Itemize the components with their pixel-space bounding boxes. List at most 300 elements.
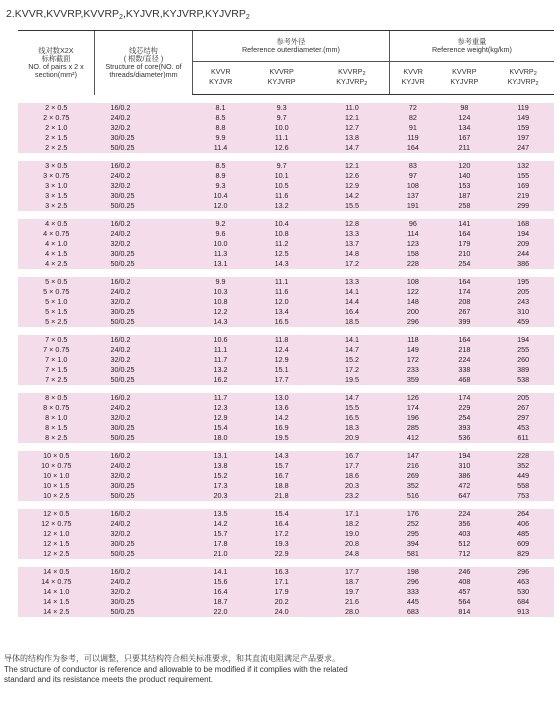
wt-kvvr-cell: 445 (389, 597, 436, 607)
pairs-section-cell: 2 × 0.5 (18, 103, 95, 113)
pairs-section-cell: 5 × 2.5 (18, 317, 95, 327)
pairs-section-cell: 5 × 0.5 (18, 277, 95, 287)
od-kvvrp-cell: 16.7 (249, 471, 315, 481)
pairs-section-header: 线对数X2X 标称截面 NO. of pairs x 2 x section(mm²) (18, 31, 95, 95)
pairs-section-cell: 14 × 0.5 (18, 567, 95, 577)
wt-kvvrp-cell: 647 (436, 491, 492, 501)
structure-cell: 24/0.2 (95, 345, 193, 355)
od-kvvrp2-cell: 16.4 (315, 307, 390, 317)
wt-kvvr-cell: 269 (389, 471, 436, 481)
od-kvvr-cell: 14.1 (193, 567, 249, 577)
table-row (18, 539, 554, 549)
table-row (18, 375, 554, 385)
structure-cell: 32/0.2 (95, 471, 193, 481)
wt-kvvr-cell: 108 (389, 277, 436, 287)
structure-cell: 24/0.2 (95, 171, 193, 181)
od-kvvrp2-cell: 17.2 (315, 365, 390, 375)
od-kvvr-cell: 10.8 (193, 297, 249, 307)
od-kvvrp-cell: 13.0 (249, 393, 315, 403)
wt-kvvr-cell: 118 (389, 335, 436, 345)
table-row (18, 103, 554, 113)
od-kvvrp-cell: 11.6 (249, 191, 315, 201)
pairs-section-cell: 14 × 0.75 (18, 577, 95, 587)
wt-kvvrp-cell: 536 (436, 433, 492, 443)
table-row (18, 509, 554, 519)
structure-cell: 24/0.2 (95, 519, 193, 529)
wt-kvvr-cell: 333 (389, 587, 436, 597)
table-row (18, 393, 554, 403)
structure-cell: 30/0.25 (95, 423, 193, 433)
wt-kvvr-cell: 394 (389, 539, 436, 549)
table-row (18, 317, 554, 327)
wt-kvvrp2-cell: 243 (492, 297, 554, 307)
od-kvvrp-cell: 24.0 (249, 607, 315, 617)
wt-kvvrp-cell: 208 (436, 297, 492, 307)
pairs-section-cell: 3 × 1.5 (18, 191, 95, 201)
od-kvvr-cell: 17.3 (193, 481, 249, 491)
wt-kvvr-cell: 228 (389, 259, 436, 269)
structure-cell: 32/0.2 (95, 529, 193, 539)
pairs-section-cell: 7 × 1.5 (18, 365, 95, 375)
wt-kvvrp-cell: 224 (436, 355, 492, 365)
od-kvvrp2-cell: 14.4 (315, 297, 390, 307)
wt-kvvr-cell: 164 (389, 143, 436, 153)
od-kvvrp2-cell: 14.7 (315, 393, 390, 403)
structure-cell: 50/0.25 (95, 375, 193, 385)
od-kvvrp2-cell: 13.7 (315, 239, 390, 249)
od-kvvr-cell: 12.0 (193, 201, 249, 211)
table-row (18, 577, 554, 587)
od-kvvr-cell: 14.3 (193, 317, 249, 327)
od-kvvr-cell: 11.4 (193, 143, 249, 153)
od-kvvrp2-cell: 19.5 (315, 375, 390, 385)
od-kvvr-cell: 16.2 (193, 375, 249, 385)
table-row (18, 161, 554, 171)
table-row (18, 345, 554, 355)
pairs-section-cell: 8 × 0.5 (18, 393, 95, 403)
pairs-section-cell: 5 × 0.75 (18, 287, 95, 297)
wt-kvvrp-cell: 408 (436, 577, 492, 587)
table-row (18, 249, 554, 259)
od-kvvrp2-cell: 20.8 (315, 539, 390, 549)
pairs-section-cell: 2 × 0.75 (18, 113, 95, 123)
wt-kvvrp-cell: 399 (436, 317, 492, 327)
od-kvvrp-cell: 19.3 (249, 539, 315, 549)
table-row (18, 413, 554, 423)
od-kvvrp2-cell: 21.6 (315, 597, 390, 607)
structure-cell: 32/0.2 (95, 355, 193, 365)
structure-cell: 16/0.2 (95, 219, 193, 229)
table-row (18, 365, 554, 375)
wt-kvvrp2-cell: 155 (492, 171, 554, 181)
od-kvvrp2-cell: 17.7 (315, 461, 390, 471)
wt-kvvrp2-cell: 149 (492, 113, 554, 123)
footnote: 导体的结构作为参考，可以调整，只要其结构符合相关标准要求，和其直流电阻满足产品要求。 The structure of conductor is reference and allowable to be modified if it complies with the related standard and its resistance meets the product requirement. (4, 654, 348, 684)
pairs-section-cell: 14 × 1.5 (18, 597, 95, 607)
od-kvvrp2-cell: 12.9 (315, 181, 390, 191)
od-kvvrp-cell: 17.9 (249, 587, 315, 597)
table-row (18, 239, 554, 249)
od-kvvrp-cell: 13.6 (249, 403, 315, 413)
wt-kvvrp2-cell: 119 (492, 103, 554, 113)
group-spacer (18, 559, 554, 567)
table-row (18, 607, 554, 617)
od-kvvr-cell: 13.8 (193, 461, 249, 471)
od-kvvrp-cell: 9.7 (249, 113, 315, 123)
pairs-section-cell: 10 × 1.0 (18, 471, 95, 481)
wt-kvvrp-cell: 134 (436, 123, 492, 133)
wt-kvvrp-cell: 140 (436, 171, 492, 181)
wt-kvvr-cell: 97 (389, 171, 436, 181)
wt-kvvr-cell: 196 (389, 413, 436, 423)
od-kvvrp2-cell: 14.1 (315, 287, 390, 297)
od-kvvrp2-cell: 15.5 (315, 201, 390, 211)
structure-cell: 32/0.2 (95, 181, 193, 191)
wt-kvvrp-cell: 246 (436, 567, 492, 577)
od-kvvrp2-cell: 11.0 (315, 103, 390, 113)
od-kvvr-cell: 9.3 (193, 181, 249, 191)
wt-kvvrp2-cell: 132 (492, 161, 554, 171)
table-row (18, 181, 554, 191)
od-kvvrp2-cell: 15.5 (315, 403, 390, 413)
table-row (18, 191, 554, 201)
od-kvvrp-cell: 18.8 (249, 481, 315, 491)
structure-cell: 32/0.2 (95, 123, 193, 133)
od-kvvrp-cell: 20.2 (249, 597, 315, 607)
od-kvvr-cell: 11.7 (193, 355, 249, 365)
od-kvvrp-cell: 11.1 (249, 133, 315, 143)
wt-kvvrp-cell: 224 (436, 509, 492, 519)
od-kvvrp2-cell: 18.3 (315, 423, 390, 433)
table-row (18, 277, 554, 287)
table-row (18, 491, 554, 501)
wt-kvvr-cell: 149 (389, 345, 436, 355)
od-kvvrp-cell: 9.7 (249, 161, 315, 171)
od-kvvr-cell: 8.1 (193, 103, 249, 113)
od-kvvrp-cell: 15.4 (249, 509, 315, 519)
wt-kvvrp-cell: 814 (436, 607, 492, 617)
wt-kvvrp2-cell: 389 (492, 365, 554, 375)
wt-kvvrp-cell: 310 (436, 461, 492, 471)
pairs-section-cell: 8 × 2.5 (18, 433, 95, 443)
wt-kvvrp2-cell: 296 (492, 567, 554, 577)
wt-kvvr-cell: 126 (389, 393, 436, 403)
wt-kvvrp2-cell: 558 (492, 481, 554, 491)
pairs-section-cell: 2 × 1.5 (18, 133, 95, 143)
wt-kvvrp2-cell: 197 (492, 133, 554, 143)
structure-cell: 50/0.25 (95, 433, 193, 443)
od-kvvrp-cell: 16.4 (249, 519, 315, 529)
wt-kvvrp-cell: 153 (436, 181, 492, 191)
wt-kvvr-cell: 683 (389, 607, 436, 617)
od-kvvr-cell: 11.1 (193, 345, 249, 355)
od-kvvr-cell: 15.4 (193, 423, 249, 433)
structure-cell: 24/0.2 (95, 461, 193, 471)
wt-kvvrp-cell: 468 (436, 375, 492, 385)
wt-kvvrp2-cell: 386 (492, 259, 554, 269)
od-kvvr-cell: 10.0 (193, 239, 249, 249)
wt-kvvr-cell: 147 (389, 451, 436, 461)
structure-cell: 50/0.25 (95, 317, 193, 327)
pairs-section-cell: 8 × 1.0 (18, 413, 95, 423)
od-kvvr-cell: 17.8 (193, 539, 249, 549)
wt-kvvrp-cell: 393 (436, 423, 492, 433)
table-row (18, 219, 554, 229)
structure-cell: 50/0.25 (95, 201, 193, 211)
wt-kvvrp-cell: 167 (436, 133, 492, 143)
wt-kvvr-cell: 216 (389, 461, 436, 471)
wt-kvvrp2-cell: 449 (492, 471, 554, 481)
od-kvvrp2-cell: 13.8 (315, 133, 390, 143)
wt-kvvrp-cell: 472 (436, 481, 492, 491)
wt-kvvr-cell: 174 (389, 403, 436, 413)
wt-kvvrp2-cell: 169 (492, 181, 554, 191)
od-kvvrp2-cell: 17.7 (315, 567, 390, 577)
wt-kvvr-cell: 516 (389, 491, 436, 501)
od-kvvrp-cell: 11.8 (249, 335, 315, 345)
wt-kvvrp-cell: 164 (436, 335, 492, 345)
od-kvvrp2-cell: 16.7 (315, 451, 390, 461)
wt-kvvr-cell: 119 (389, 133, 436, 143)
od-kvvrp-cell: 10.0 (249, 123, 315, 133)
wt-kvvrp2-cell: 459 (492, 317, 554, 327)
od-kvvrp2-cell: 13.3 (315, 277, 390, 287)
table-row (18, 259, 554, 269)
od-kvvrp2-cell: 18.2 (315, 519, 390, 529)
core-structure-header: 线芯结构 ( 根数/直径 ) Structure of core(NO. of threads/diameter)mm (95, 31, 193, 95)
wt-kvvr-cell: 148 (389, 297, 436, 307)
od-kvvr-cell: 12.9 (193, 413, 249, 423)
structure-cell: 30/0.25 (95, 365, 193, 375)
wt-kvvr-cell: 122 (389, 287, 436, 297)
od-kvvrp2-cell: 18.5 (315, 317, 390, 327)
pairs-section-cell: 3 × 0.5 (18, 161, 95, 171)
wt-kvvr-cell: 114 (389, 229, 436, 239)
wt-kvvr-cell: 72 (389, 103, 436, 113)
wt-kvvrp-cell: 229 (436, 403, 492, 413)
wt-kvvrp2-cell: 168 (492, 219, 554, 229)
table-row (18, 297, 554, 307)
wt-kvvrp-cell: 356 (436, 519, 492, 529)
structure-cell: 16/0.2 (95, 161, 193, 171)
od-kvvrp-cell: 17.1 (249, 577, 315, 587)
od-kvvrp2-cell: 28.0 (315, 607, 390, 617)
table-row (18, 597, 554, 607)
table-row (18, 587, 554, 597)
group-spacer (18, 269, 554, 277)
wt-kvvrp-cell: 98 (436, 103, 492, 113)
od-kvvrp-cell: 11.6 (249, 287, 315, 297)
od-kvvr-cell: 15.7 (193, 529, 249, 539)
wt-kvvrp-cell: 187 (436, 191, 492, 201)
wt-kvvrp2-cell: 538 (492, 375, 554, 385)
structure-cell: 30/0.25 (95, 307, 193, 317)
wt-kvvr-cell: 96 (389, 219, 436, 229)
wt-kvvrp2-cell: 609 (492, 539, 554, 549)
wt-kvvrp2-cell: 299 (492, 201, 554, 211)
wt-kvvrp2-cell: 485 (492, 529, 554, 539)
pairs-section-cell: 2 × 2.5 (18, 143, 95, 153)
wt-kvvr-cell: 191 (389, 201, 436, 211)
od-kvvr-cell: 18.0 (193, 433, 249, 443)
model-subheader: KVVRP KYJVRP (436, 62, 492, 95)
od-kvvrp2-cell: 20.9 (315, 433, 390, 443)
structure-cell: 30/0.25 (95, 133, 193, 143)
wt-kvvr-cell: 158 (389, 249, 436, 259)
od-kvvrp2-cell: 19.0 (315, 529, 390, 539)
table-row (18, 133, 554, 143)
structure-cell: 32/0.2 (95, 297, 193, 307)
pairs-section-cell: 7 × 0.5 (18, 335, 95, 345)
od-kvvrp-cell: 10.1 (249, 171, 315, 181)
pairs-section-cell: 14 × 1.0 (18, 587, 95, 597)
od-kvvr-cell: 9.6 (193, 229, 249, 239)
wt-kvvr-cell: 296 (389, 577, 436, 587)
wt-kvvrp2-cell: 209 (492, 239, 554, 249)
od-kvvr-cell: 21.0 (193, 549, 249, 559)
wt-kvvr-cell: 108 (389, 181, 436, 191)
wt-kvvrp-cell: 338 (436, 365, 492, 375)
od-kvvrp2-cell: 12.1 (315, 161, 390, 171)
structure-cell: 16/0.2 (95, 393, 193, 403)
od-kvvrp-cell: 13.4 (249, 307, 315, 317)
od-kvvrp2-cell: 15.2 (315, 355, 390, 365)
wt-kvvr-cell: 198 (389, 567, 436, 577)
group-spacer (18, 153, 554, 161)
wt-kvvr-cell: 359 (389, 375, 436, 385)
wt-kvvrp2-cell: 159 (492, 123, 554, 133)
wt-kvvr-cell: 581 (389, 549, 436, 559)
od-kvvr-cell: 12.3 (193, 403, 249, 413)
pairs-section-cell: 5 × 1.5 (18, 307, 95, 317)
od-kvvrp-cell: 12.9 (249, 355, 315, 365)
od-kvvrp2-cell: 14.7 (315, 345, 390, 355)
wt-kvvrp2-cell: 684 (492, 597, 554, 607)
pairs-section-cell: 7 × 1.0 (18, 355, 95, 365)
od-kvvrp2-cell: 24.8 (315, 549, 390, 559)
pairs-section-cell: 12 × 2.5 (18, 549, 95, 559)
od-kvvrp2-cell: 17.1 (315, 509, 390, 519)
wt-kvvrp-cell: 254 (436, 259, 492, 269)
wt-kvvrp-cell: 386 (436, 471, 492, 481)
table-row (18, 471, 554, 481)
od-kvvr-cell: 10.4 (193, 191, 249, 201)
table-row (18, 481, 554, 491)
wt-kvvr-cell: 295 (389, 529, 436, 539)
group-spacer (18, 501, 554, 509)
table-row (18, 229, 554, 239)
od-kvvrp-cell: 11.1 (249, 277, 315, 287)
od-kvvrp-cell: 16.3 (249, 567, 315, 577)
structure-cell: 32/0.2 (95, 413, 193, 423)
table-row (18, 529, 554, 539)
wt-kvvrp-cell: 164 (436, 277, 492, 287)
od-kvvr-cell: 14.2 (193, 519, 249, 529)
wt-kvvrp2-cell: 205 (492, 287, 554, 297)
table-row (18, 143, 554, 153)
structure-cell: 50/0.25 (95, 607, 193, 617)
wt-kvvrp-cell: 120 (436, 161, 492, 171)
pairs-section-cell: 10 × 2.5 (18, 491, 95, 501)
wt-kvvrp-cell: 254 (436, 413, 492, 423)
od-kvvr-cell: 12.2 (193, 307, 249, 317)
od-kvvrp-cell: 12.5 (249, 249, 315, 259)
od-kvvrp-cell: 9.3 (249, 103, 315, 113)
wt-kvvr-cell: 285 (389, 423, 436, 433)
pairs-section-cell: 2 × 1.0 (18, 123, 95, 133)
wt-kvvrp2-cell: 219 (492, 191, 554, 201)
od-kvvr-cell: 9.2 (193, 219, 249, 229)
wt-kvvr-cell: 83 (389, 161, 436, 171)
wt-kvvr-cell: 412 (389, 433, 436, 443)
od-kvvrp-cell: 21.8 (249, 491, 315, 501)
table-row (18, 171, 554, 181)
wt-kvvrp-cell: 179 (436, 239, 492, 249)
pairs-section-cell: 12 × 0.75 (18, 519, 95, 529)
pairs-section-cell: 12 × 1.5 (18, 539, 95, 549)
wt-kvvrp-cell: 218 (436, 345, 492, 355)
pairs-section-cell: 4 × 0.5 (18, 219, 95, 229)
table-row (18, 307, 554, 317)
wt-kvvr-cell: 252 (389, 519, 436, 529)
od-kvvrp-cell: 15.1 (249, 365, 315, 375)
table-row (18, 113, 554, 123)
wt-kvvrp2-cell: 244 (492, 249, 554, 259)
od-kvvrp2-cell: 16.5 (315, 413, 390, 423)
od-kvvr-cell: 9.9 (193, 133, 249, 143)
structure-cell: 24/0.2 (95, 287, 193, 297)
od-kvvrp-cell: 16.9 (249, 423, 315, 433)
od-kvvrp-cell: 10.5 (249, 181, 315, 191)
pairs-section-cell: 14 × 2.5 (18, 607, 95, 617)
wt-kvvrp2-cell: 611 (492, 433, 554, 443)
structure-cell: 50/0.25 (95, 491, 193, 501)
wt-kvvrp-cell: 712 (436, 549, 492, 559)
wt-kvvrp2-cell: 267 (492, 403, 554, 413)
wt-kvvrp-cell: 164 (436, 229, 492, 239)
od-kvvr-cell: 20.3 (193, 491, 249, 501)
wt-kvvrp2-cell: 194 (492, 229, 554, 239)
wt-kvvr-cell: 123 (389, 239, 436, 249)
od-kvvr-cell: 8.8 (193, 123, 249, 133)
structure-cell: 24/0.2 (95, 577, 193, 587)
od-kvvrp-cell: 22.9 (249, 549, 315, 559)
pairs-section-cell: 10 × 1.5 (18, 481, 95, 491)
wt-kvvrp2-cell: 406 (492, 519, 554, 529)
pairs-section-cell: 3 × 0.75 (18, 171, 95, 181)
pairs-section-cell: 5 × 1.0 (18, 297, 95, 307)
od-kvvrp2-cell: 20.3 (315, 481, 390, 491)
od-kvvrp2-cell: 12.1 (315, 113, 390, 123)
od-kvvrp-cell: 12.6 (249, 143, 315, 153)
structure-cell: 32/0.2 (95, 587, 193, 597)
pairs-section-cell: 8 × 1.5 (18, 423, 95, 433)
od-kvvr-cell: 11.7 (193, 393, 249, 403)
pairs-section-cell: 4 × 0.75 (18, 229, 95, 239)
od-kvvrp2-cell: 14.8 (315, 249, 390, 259)
pairs-section-cell: 7 × 2.5 (18, 375, 95, 385)
od-kvvr-cell: 18.7 (193, 597, 249, 607)
od-kvvr-cell: 8.5 (193, 161, 249, 171)
table-row (18, 403, 554, 413)
od-kvvrp-cell: 15.7 (249, 461, 315, 471)
od-kvvr-cell: 13.2 (193, 365, 249, 375)
cable-spec-table (18, 30, 554, 617)
structure-cell: 16/0.2 (95, 509, 193, 519)
wt-kvvrp2-cell: 264 (492, 509, 554, 519)
wt-kvvrp2-cell: 195 (492, 277, 554, 287)
wt-kvvrp2-cell: 194 (492, 335, 554, 345)
